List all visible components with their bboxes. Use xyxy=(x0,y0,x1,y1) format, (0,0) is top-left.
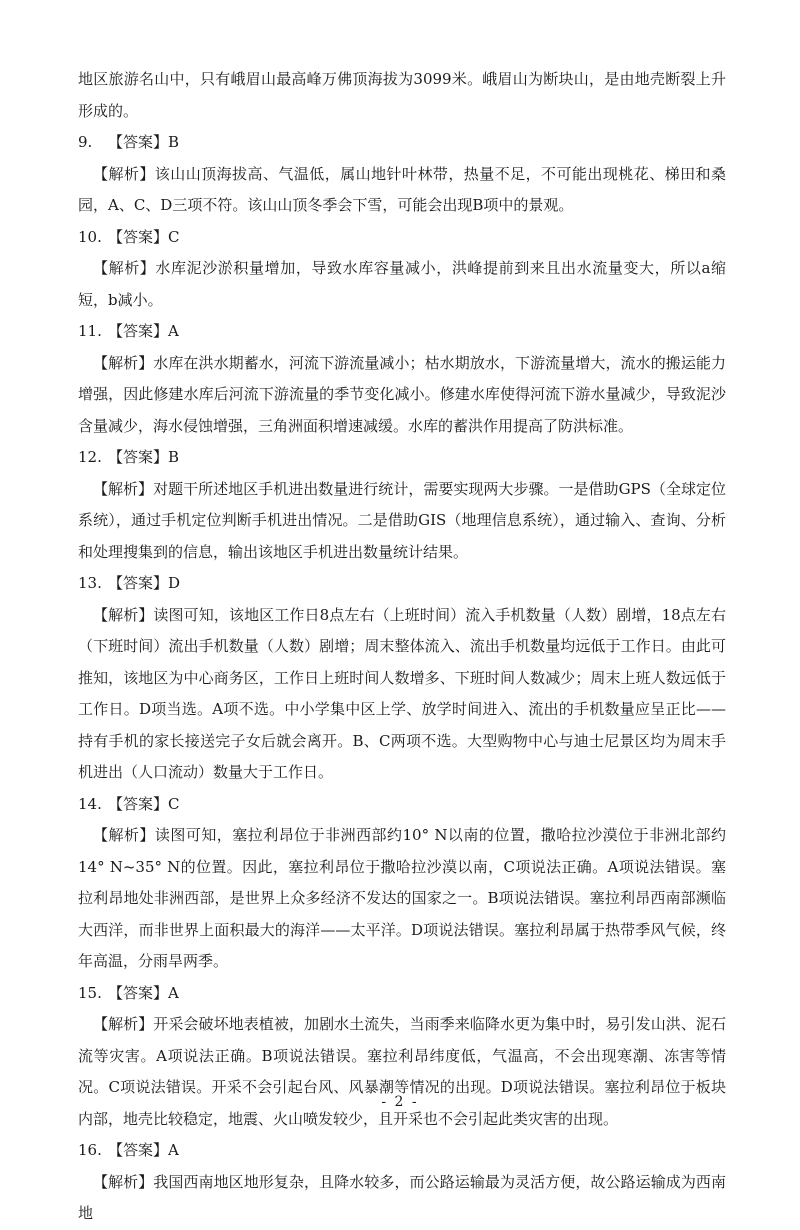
explanation-10: 【解析】水库泥沙淤积量增加，导致水库容量减小，洪峰提前到来且出水流量变大，所以a缩短，b减小。 xyxy=(78,259,726,309)
answer-line-13 xyxy=(78,568,726,600)
item-number: 12. xyxy=(78,448,102,466)
item-number: 16. xyxy=(78,1141,102,1159)
explanation-13: 【解析】读图可知，该地区工作日8点左右（上班时间）流入手机数量（人数）剧增，18点左右（下班时间）流出手机数量（人数）剧增；周末整体流入、流出手机数量均远低于工作日。由此可推知，该地区为中心商务区，工作日上班时间人数增多、下班时间人数减少；周末上班人数远低于工作日。D项当选。A项不选。中小学集中区上学、放学时间进入、流出的手机数量应呈正比——持有手机的家长接送完子女后就会离开。B、C两项不选。大型购物中心与迪士尼景区均为周末手机进出（人口流动）数量大于工作日。 xyxy=(78,605,726,781)
explanation-11: 【解析】水库在洪水期蓄水，河流下游流量减小；枯水期放水，下游流量增大，流水的搬运能力增强，因此修建水库后河流下游流量的季节变化减小。修建水库使得河流下游水量减少，导致泥沙含量减少，海水侵蚀增强，三角洲面积增速减缓。水库的蓄洪作用提高了防洪标准。 xyxy=(78,353,726,435)
item-number: 11. xyxy=(78,322,102,340)
answer-text: 【答案】B xyxy=(108,133,180,151)
explanation-9: 【解析】该山山顶海拔高、气温低，属山地针叶林带，热量不足，不可能出现桃花、梯田和桑园，A、C、D三项不符。该山山顶冬季会下雪，可能会出现B项中的景观。 xyxy=(78,164,726,214)
answer-line-14 xyxy=(78,789,726,821)
page-content xyxy=(78,64,726,1230)
answer-line-15 xyxy=(78,978,726,1010)
answer-line-16 xyxy=(78,1135,726,1167)
answer-text: 【答案】C xyxy=(108,227,180,246)
item-number: 15. xyxy=(78,983,102,1002)
intro-continuation: 地区旅游名山中，只有峨眉山最高峰万佛顶海拔为3099米。峨眉山为断块山，是由地壳断裂上升形成的。 xyxy=(78,70,726,120)
page-number: - 2 - xyxy=(381,1094,419,1110)
answer-line-11 xyxy=(78,316,726,348)
explanation-16: 【解析】我国西南地区地形复杂，且降水较多，而公路运输最为灵活方便，故公路运输成为西南地 xyxy=(78,1172,726,1222)
answer-text: 【答案】A xyxy=(108,1141,179,1159)
item-number: 13. xyxy=(78,574,102,592)
item-number: 14. xyxy=(78,794,102,813)
answer-text: 【答案】C xyxy=(108,794,180,813)
answer-line-12 xyxy=(78,442,726,474)
item-number: 9. xyxy=(78,133,93,151)
answer-text: 【答案】B xyxy=(108,448,180,466)
explanation-14: 【解析】读图可知，塞拉利昂位于非洲西部约10° N以南的位置，撒哈拉沙漠位于非洲北部约14° N~35° N的位置。因此，塞拉利昂位于撒哈拉沙漠以南，C项说法正确。A项说法错误。塞拉利昂地处非洲西部，是世界上众多经济不发达的国家之一。B项说法错误。塞拉利昂西南部濒临大西洋，而非世界上面积最大的海洋——太平洋。D项说法错误。塞拉利昂属于热带季风气候，终年高温，分雨旱两季。 xyxy=(78,826,726,970)
answer-text: 【答案】A xyxy=(108,322,179,340)
explanation-15: 【解析】开采会破坏地表植被，加剧水土流失，当雨季来临降水更为集中时，易引发山洪、泥石流等灾害。A项说法正确。B项说法错误。塞拉利昂纬度低，气温高，不会出现寒潮、冻害等情况。C项说法错误。开采不会引起台风、风暴潮等情况的出现。D项说法错误。塞拉利昂位于板块内部，地壳比较稳定，地震、火山喷发较少，且开采也不会引起此类灾害的出现。 xyxy=(78,1015,726,1128)
answer-text: 【答案】A xyxy=(108,983,179,1002)
explanation-12: 【解析】对题干所述地区手机进出数量进行统计，需要实现两大步骤。一是借助GPS（全球定位系统），通过手机定位判断手机进出情况。二是借助GIS（地理信息系统），通过输入、查询、分析和处理搜集到的信息，输出该地区手机进出数量统计结果。 xyxy=(78,479,726,561)
answer-line-10 xyxy=(78,222,726,254)
item-number: 10. xyxy=(78,227,102,246)
answer-line-9 xyxy=(78,127,726,159)
answer-text: 【答案】D xyxy=(108,574,181,592)
